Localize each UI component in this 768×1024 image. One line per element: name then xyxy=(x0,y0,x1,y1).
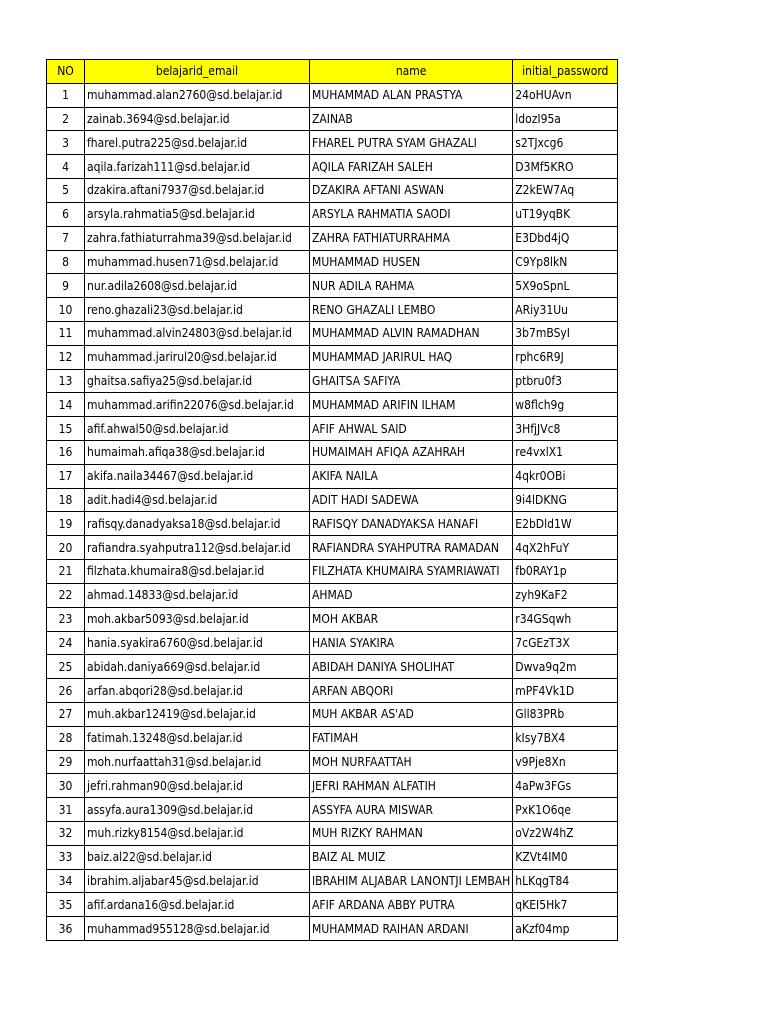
row-name: AFIF AHWAL SAID xyxy=(310,417,513,441)
row-password: 4qkr0OBi xyxy=(513,464,618,488)
table-row xyxy=(47,393,618,417)
row-name: RENO GHAZALI LEMBO xyxy=(310,298,513,322)
row-password: 5X9oSpnL xyxy=(513,274,618,298)
header-row xyxy=(47,60,618,84)
row-email: moh.akbar5093@sd.belajar.id xyxy=(85,607,310,631)
row-name: RAFIANDRA SYAHPUTRA RAMADAN xyxy=(310,536,513,560)
row-name: JEFRI RAHMAN ALFATIH xyxy=(310,774,513,798)
row-number: 33 xyxy=(47,845,85,869)
header-password: initial_password xyxy=(513,60,618,84)
row-email: zainab.3694@sd.belajar.id xyxy=(85,107,310,131)
row-password: re4vxlX1 xyxy=(513,441,618,465)
table-row xyxy=(47,226,618,250)
row-email: humaimah.afiqa38@sd.belajar.id xyxy=(85,441,310,465)
table-row xyxy=(47,321,618,345)
row-name: MOH AKBAR xyxy=(310,607,513,631)
row-name: MUHAMMAD JARIRUL HAQ xyxy=(310,345,513,369)
row-password: s2TJxcg6 xyxy=(513,131,618,155)
table-row xyxy=(47,702,618,726)
row-number: 11 xyxy=(47,321,85,345)
table-row xyxy=(47,822,618,846)
row-number: 6 xyxy=(47,202,85,226)
row-password: 4aPw3FGs xyxy=(513,774,618,798)
row-email: filzhata.khumaira8@sd.belajar.id xyxy=(85,560,310,584)
table-row xyxy=(47,83,618,107)
row-email: muhammad.arifin22076@sd.belajar.id xyxy=(85,393,310,417)
row-number: 1 xyxy=(47,83,85,107)
table-row xyxy=(47,512,618,536)
table-row xyxy=(47,536,618,560)
row-email: assyfa.aura1309@sd.belajar.id xyxy=(85,798,310,822)
table-row xyxy=(47,560,618,584)
row-password: v9Pje8Xn xyxy=(513,750,618,774)
row-name: HANIA SYAKIRA xyxy=(310,631,513,655)
row-email: baiz.al22@sd.belajar.id xyxy=(85,845,310,869)
table-row xyxy=(47,464,618,488)
row-email: dzakira.aftani7937@sd.belajar.id xyxy=(85,179,310,203)
row-email: muh.rizky8154@sd.belajar.id xyxy=(85,822,310,846)
row-name: MUHAMMAD ARIFIN ILHAM xyxy=(310,393,513,417)
row-email: afif.ardana16@sd.belajar.id xyxy=(85,893,310,917)
table-row xyxy=(47,655,618,679)
row-password: rphc6R9J xyxy=(513,345,618,369)
row-name: ZAHRA FATHIATURRAHMA xyxy=(310,226,513,250)
row-number: 27 xyxy=(47,702,85,726)
header-name: name xyxy=(310,60,513,84)
row-name: BAIZ AL MUIZ xyxy=(310,845,513,869)
table-row xyxy=(47,679,618,703)
row-email: abidah.daniya669@sd.belajar.id xyxy=(85,655,310,679)
row-number: 25 xyxy=(47,655,85,679)
row-email: rafisqy.danadyaksa18@sd.belajar.id xyxy=(85,512,310,536)
row-name: MUHAMMAD ALAN PRASTYA xyxy=(310,83,513,107)
row-password: Dwva9q2m xyxy=(513,655,618,679)
row-email: arsyla.rahmatia5@sd.belajar.id xyxy=(85,202,310,226)
row-name: NUR ADILA RAHMA xyxy=(310,274,513,298)
table-row xyxy=(47,607,618,631)
student-account-table xyxy=(46,59,618,941)
row-number: 18 xyxy=(47,488,85,512)
row-number: 21 xyxy=(47,560,85,584)
row-number: 8 xyxy=(47,250,85,274)
row-number: 7 xyxy=(47,226,85,250)
row-email: ghaitsa.safiya25@sd.belajar.id xyxy=(85,369,310,393)
row-email: muhammad955128@sd.belajar.id xyxy=(85,917,310,941)
row-name: MOH NURFAATTAH xyxy=(310,750,513,774)
row-password: hLKqgT84 xyxy=(513,869,618,893)
row-email: muhammad.alvin24803@sd.belajar.id xyxy=(85,321,310,345)
row-password: 24oHUAvn xyxy=(513,83,618,107)
row-password: qKEI5Hk7 xyxy=(513,893,618,917)
row-number: 5 xyxy=(47,179,85,203)
row-email: hania.syakira6760@sd.belajar.id xyxy=(85,631,310,655)
row-number: 4 xyxy=(47,155,85,179)
row-password: 9i4lDKNG xyxy=(513,488,618,512)
row-password: ptbru0f3 xyxy=(513,369,618,393)
row-number: 36 xyxy=(47,917,85,941)
row-name: FILZHATA KHUMAIRA SYAMRIAWATI xyxy=(310,560,513,584)
row-password: Gll83PRb xyxy=(513,702,618,726)
row-password: KZVt4IM0 xyxy=(513,845,618,869)
row-name: RAFISQY DANADYAKSA HANAFI xyxy=(310,512,513,536)
row-email: akifa.naila34467@sd.belajar.id xyxy=(85,464,310,488)
row-name: IBRAHIM ALJABAR LANONTJI LEMBAH xyxy=(310,869,513,893)
row-password: r34GSqwh xyxy=(513,607,618,631)
row-password: aKzf04mp xyxy=(513,917,618,941)
row-number: 2 xyxy=(47,107,85,131)
row-password: oVz2W4hZ xyxy=(513,822,618,846)
table-row xyxy=(47,488,618,512)
row-email: jefri.rahman90@sd.belajar.id xyxy=(85,774,310,798)
row-password: D3Mf5KRO xyxy=(513,155,618,179)
row-name: GHAITSA SAFIYA xyxy=(310,369,513,393)
row-name: DZAKIRA AFTANI ASWAN xyxy=(310,179,513,203)
row-number: 14 xyxy=(47,393,85,417)
header-email: belajarid_email xyxy=(85,60,310,84)
row-name: AQILA FARIZAH SALEH xyxy=(310,155,513,179)
row-number: 22 xyxy=(47,583,85,607)
row-password: E3Dbd4jQ xyxy=(513,226,618,250)
row-number: 35 xyxy=(47,893,85,917)
row-name: MUH AKBAR AS'AD xyxy=(310,702,513,726)
row-number: 10 xyxy=(47,298,85,322)
table-row xyxy=(47,131,618,155)
row-name: AFIF ARDANA ABBY PUTRA xyxy=(310,893,513,917)
row-name: ADIT HADI SADEWA xyxy=(310,488,513,512)
row-password: mPF4Vk1D xyxy=(513,679,618,703)
row-email: arfan.abqori28@sd.belajar.id xyxy=(85,679,310,703)
table-row xyxy=(47,155,618,179)
table-row xyxy=(47,917,618,941)
table-row xyxy=(47,893,618,917)
table-row xyxy=(47,774,618,798)
row-name: MUHAMMAD RAIHAN ARDANI xyxy=(310,917,513,941)
row-number: 13 xyxy=(47,369,85,393)
table-row xyxy=(47,798,618,822)
row-number: 16 xyxy=(47,441,85,465)
table-row xyxy=(47,274,618,298)
table-row xyxy=(47,298,618,322)
table-row xyxy=(47,441,618,465)
row-email: adit.hadi4@sd.belajar.id xyxy=(85,488,310,512)
row-email: muhammad.jarirul20@sd.belajar.id xyxy=(85,345,310,369)
row-number: 32 xyxy=(47,822,85,846)
row-password: kIsy7BX4 xyxy=(513,726,618,750)
row-name: HUMAIMAH AFIQA AZAHRAH xyxy=(310,441,513,465)
table-row xyxy=(47,869,618,893)
table-row xyxy=(47,345,618,369)
row-number: 34 xyxy=(47,869,85,893)
row-name: ASSYFA AURA MISWAR xyxy=(310,798,513,822)
row-password: 7cGEzT3X xyxy=(513,631,618,655)
row-name: FHAREL PUTRA SYAM GHAZALI xyxy=(310,131,513,155)
table-row xyxy=(47,417,618,441)
row-password: Z2kEW7Aq xyxy=(513,179,618,203)
row-password: 4qX2hFuY xyxy=(513,536,618,560)
header-no: NO xyxy=(47,60,85,84)
row-name: ZAINAB xyxy=(310,107,513,131)
row-password: ARiy31Uu xyxy=(513,298,618,322)
row-number: 3 xyxy=(47,131,85,155)
row-password: C9Yp8lkN xyxy=(513,250,618,274)
row-email: fharel.putra225@sd.belajar.id xyxy=(85,131,310,155)
table-row xyxy=(47,202,618,226)
row-email: muh.akbar12419@sd.belajar.id xyxy=(85,702,310,726)
row-name: FATIMAH xyxy=(310,726,513,750)
row-email: afif.ahwal50@sd.belajar.id xyxy=(85,417,310,441)
row-name: MUH RIZKY RAHMAN xyxy=(310,822,513,846)
row-number: 26 xyxy=(47,679,85,703)
row-email: nur.adila2608@sd.belajar.id xyxy=(85,274,310,298)
table-row xyxy=(47,583,618,607)
row-password: ldozI95a xyxy=(513,107,618,131)
table-row xyxy=(47,107,618,131)
row-password: E2bDld1W xyxy=(513,512,618,536)
row-email: aqila.farizah111@sd.belajar.id xyxy=(85,155,310,179)
row-number: 31 xyxy=(47,798,85,822)
table-row xyxy=(47,750,618,774)
row-number: 23 xyxy=(47,607,85,631)
row-password: w8flch9g xyxy=(513,393,618,417)
row-name: ABIDAH DANIYA SHOLIHAT xyxy=(310,655,513,679)
row-number: 9 xyxy=(47,274,85,298)
row-number: 17 xyxy=(47,464,85,488)
row-name: MUHAMMAD HUSEN xyxy=(310,250,513,274)
row-password: PxK1O6qe xyxy=(513,798,618,822)
row-email: ahmad.14833@sd.belajar.id xyxy=(85,583,310,607)
row-number: 28 xyxy=(47,726,85,750)
row-password: 3HfjJVc8 xyxy=(513,417,618,441)
table-row xyxy=(47,369,618,393)
row-name: MUHAMMAD ALVIN RAMADHAN xyxy=(310,321,513,345)
row-name: ARSYLA RAHMATIA SAODI xyxy=(310,202,513,226)
row-number: 12 xyxy=(47,345,85,369)
row-password: zyh9KaF2 xyxy=(513,583,618,607)
table-row xyxy=(47,179,618,203)
row-email: rafiandra.syahputra112@sd.belajar.id xyxy=(85,536,310,560)
row-number: 24 xyxy=(47,631,85,655)
row-name: ARFAN ABQORI xyxy=(310,679,513,703)
table-row xyxy=(47,726,618,750)
row-email: moh.nurfaattah31@sd.belajar.id xyxy=(85,750,310,774)
row-number: 29 xyxy=(47,750,85,774)
row-number: 20 xyxy=(47,536,85,560)
row-email: muhammad.husen71@sd.belajar.id xyxy=(85,250,310,274)
row-name: AHMAD xyxy=(310,583,513,607)
row-number: 19 xyxy=(47,512,85,536)
row-password: 3b7mBSyI xyxy=(513,321,618,345)
row-name: AKIFA NAILA xyxy=(310,464,513,488)
row-password: uT19yqBK xyxy=(513,202,618,226)
row-password: fb0RAY1p xyxy=(513,560,618,584)
row-email: zahra.fathiaturrahma39@sd.belajar.id xyxy=(85,226,310,250)
row-email: reno.ghazali23@sd.belajar.id xyxy=(85,298,310,322)
table-row xyxy=(47,845,618,869)
row-number: 30 xyxy=(47,774,85,798)
row-email: ibrahim.aljabar45@sd.belajar.id xyxy=(85,869,310,893)
row-number: 15 xyxy=(47,417,85,441)
table-row xyxy=(47,250,618,274)
table-row xyxy=(47,631,618,655)
row-email: fatimah.13248@sd.belajar.id xyxy=(85,726,310,750)
row-email: muhammad.alan2760@sd.belajar.id xyxy=(85,83,310,107)
